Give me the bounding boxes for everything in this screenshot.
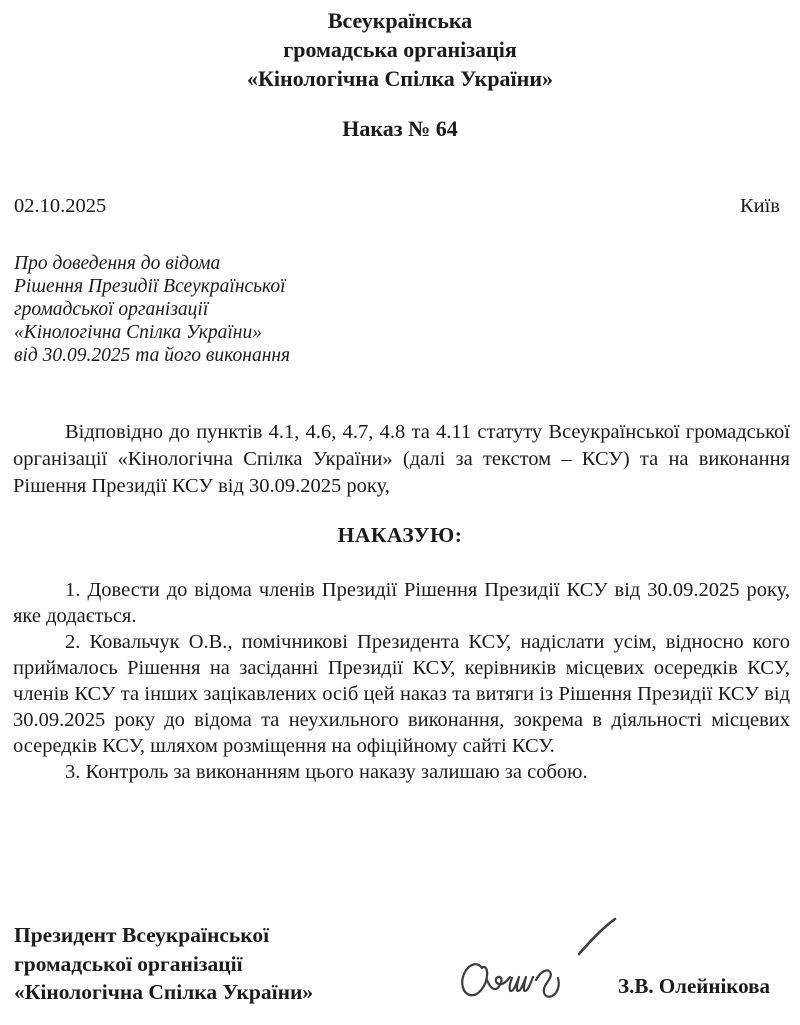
signer-title-line-2: громадської організації xyxy=(14,951,243,976)
subject-line-2: Рішення Президії Всеукраїнської xyxy=(14,276,286,297)
order-subject xyxy=(14,252,434,367)
org-line-2: громадська організація xyxy=(283,37,517,62)
order-date: 02.10.2025 xyxy=(14,195,107,217)
order-items xyxy=(13,577,790,785)
directive-heading: НАКАЗУЮ: xyxy=(337,523,463,547)
order-item-1: 1. Довести до відома членів Президії Рішення Президії КСУ від 30.09.2025 року, яке додається. xyxy=(13,579,790,627)
subject-line-3: громадської організації xyxy=(14,299,209,320)
date-city-row xyxy=(14,195,780,218)
subject-line-5: від 30.09.2025 та його виконання xyxy=(14,345,291,366)
preamble-paragraph: Відповідно до пунктів 4.1, 4.6, 4.7, 4.8 та 4.11 статуту Всеукраїнської громадської організації «Кінологічна Спілка України» (далі за текстом – КСУ) та на виконання Рішення Президії КСУ від 30.09.2025 року, xyxy=(13,421,790,497)
signer-title-line-1: Президент Всеукраїнської xyxy=(14,923,270,947)
order-item-3: 3. Контроль за виконанням цього наказу залишаю за собою. xyxy=(65,761,588,783)
org-line-3: «Кінологічна Спілка України» xyxy=(246,66,554,91)
signature-flourish-stroke xyxy=(579,919,615,954)
signer-title xyxy=(14,921,313,1007)
signer-name: З.В. Олейнікова xyxy=(618,974,770,998)
subject-line-1: Про доведення до відома xyxy=(14,253,221,274)
order-item-2: 2. Ковальчук О.В., помічникові Президента КСУ, надіслати усім, відносно кого приймалось Рішення на засіданні Президії КСУ, керівників місцевих осередків КСУ, членів КСУ та інших зацікавлених осіб цей наказ та витяги із Рішення Президії КСУ від 30.09.2025 року до відома та неухильного виконання, зокрема в діяльності місцевих осередків КСУ, шляхом розміщення на офіційному сайті КСУ. xyxy=(13,631,790,757)
subject-line-4: «Кінологічна Спілка України» xyxy=(14,322,262,343)
order-city: Київ xyxy=(739,195,780,217)
signature-scribble-stroke xyxy=(462,964,558,996)
order-title: Наказ № 64 xyxy=(342,116,458,141)
signer-title-line-3: «Кінологічна Спілка України» xyxy=(14,980,314,1004)
handwritten-signature-icon xyxy=(448,908,633,1008)
org-line-1: Всеукраїнська xyxy=(327,8,473,33)
organization-header xyxy=(0,6,800,93)
